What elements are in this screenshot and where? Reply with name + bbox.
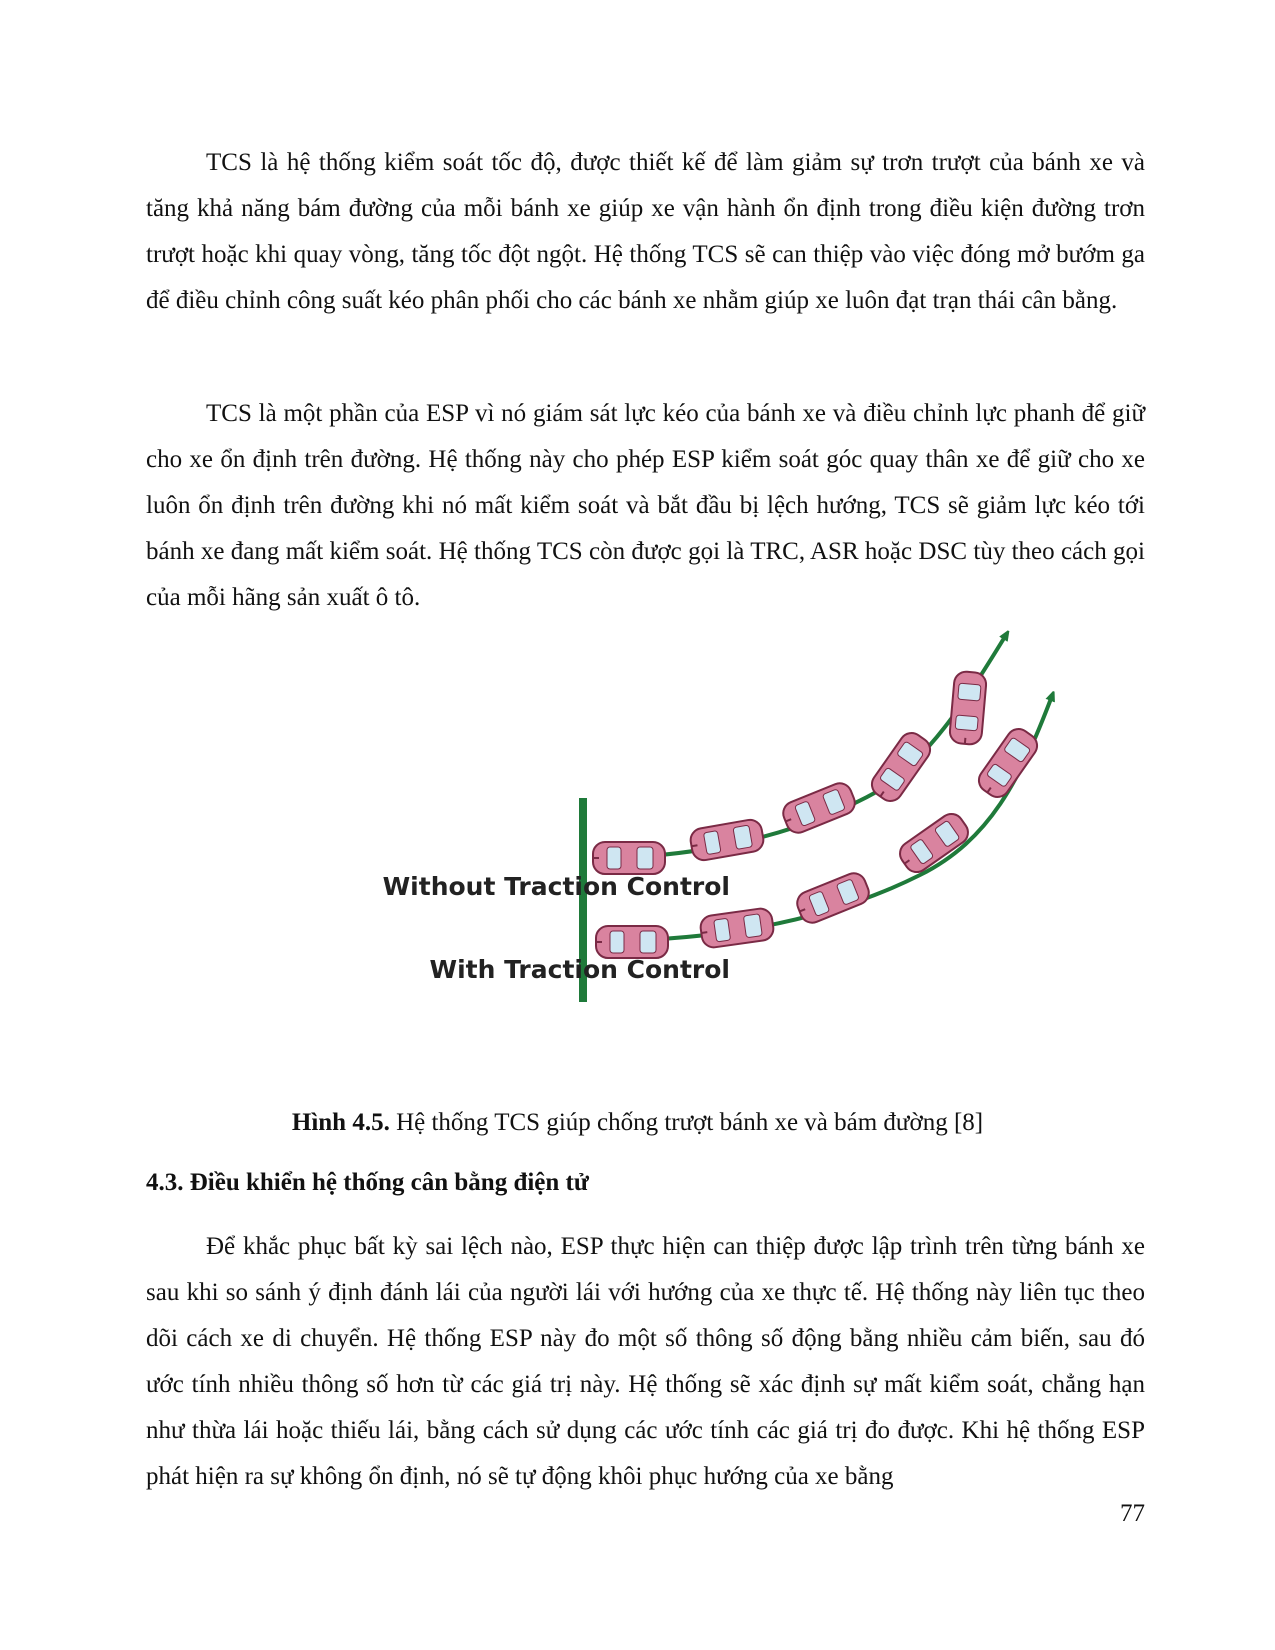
- car-without-4: [867, 728, 935, 805]
- car-without-3: [780, 780, 859, 837]
- label-without-traction: Without Traction Control: [382, 872, 730, 901]
- label-with-traction: With Traction Control: [429, 955, 730, 984]
- figure-caption: [0, 1106, 1275, 1140]
- page-number: 77: [1120, 1500, 1145, 1527]
- car-without-1: [593, 842, 665, 874]
- traction-diagram: [140, 630, 1140, 1060]
- paragraph-esp-control: Để khắc phục bất kỳ sai lệch nào, ESP thực hiện can thiệp được lập trình trên từng bánh xe sau khi so sánh ý định đánh lái của người lái với hướng của xe thực tế. Hệ thống này liên tục theo dõi cách xe di chuyển. Hệ thống ESP này đo một số thông số động bằng nhiều cảm biến, sau đó ước tính nhiều thông số hơn từ các giá trị này. Hệ thống sẽ xác định sự mất kiểm soát, chẳng hạn như thừa lái hoặc thiếu lái, bằng cách sử dụng các ước tính các giá trị đo được. Khi hệ thống ESP phát hiện ra sự không ổn định, nó sẽ tự động khôi phục hướng của xe bằng: [146, 1233, 1145, 1490]
- car-with-5: [974, 724, 1042, 801]
- paragraph-tcs-esp: TCS là một phần của ESP vì nó giám sát lực kéo của bánh xe và điều chỉnh lực phanh để giữ cho xe ổn định trên đường. Hệ thống này cho phép ESP kiểm soát góc quay thân xe để giữ cho xe luôn ổn định trên đường khi nó mất kiểm soát và bắt đầu bị lệch hướng, TCS sẽ giảm lực kéo tới bánh xe đang mất kiểm soát. Hệ thống TCS còn được gọi là TRC, ASR hoặc DSC tùy theo cách gọi của mỗi hãng sản xuất ô tô.: [146, 400, 1145, 611]
- section-heading: 4.3. Điều khiển hệ thống cân bằng điện tử: [146, 1169, 589, 1196]
- car-with-2: [699, 907, 775, 949]
- car-with-3: [794, 870, 873, 927]
- car-without-2: [689, 818, 765, 862]
- paragraph-tcs-definition: TCS là hệ thống kiểm soát tốc độ, được thiết kế để làm giảm sự trơn trượt của bánh xe và tăng khả năng bám đường của mỗi bánh xe giúp xe vận hành ổn định trong điều kiện đường trơn trượt hoặc khi quay vòng, tăng tốc đột ngột. Hệ thống TCS sẽ can thiệp vào việc đóng mở bướm ga để điều chỉnh công suất kéo phân phối cho các bánh xe nhằm giúp xe luôn đạt trạn thái cân bằng.: [146, 149, 1145, 314]
- car-without-5: [949, 671, 987, 746]
- car-with-1: [596, 926, 668, 958]
- caption-number: Hình 4.5.: [291, 1109, 390, 1136]
- caption-text: Hệ thống TCS giúp chống trượt bánh xe và bám đường [8]: [389, 1109, 984, 1136]
- traction-control-figure: [140, 630, 1140, 1060]
